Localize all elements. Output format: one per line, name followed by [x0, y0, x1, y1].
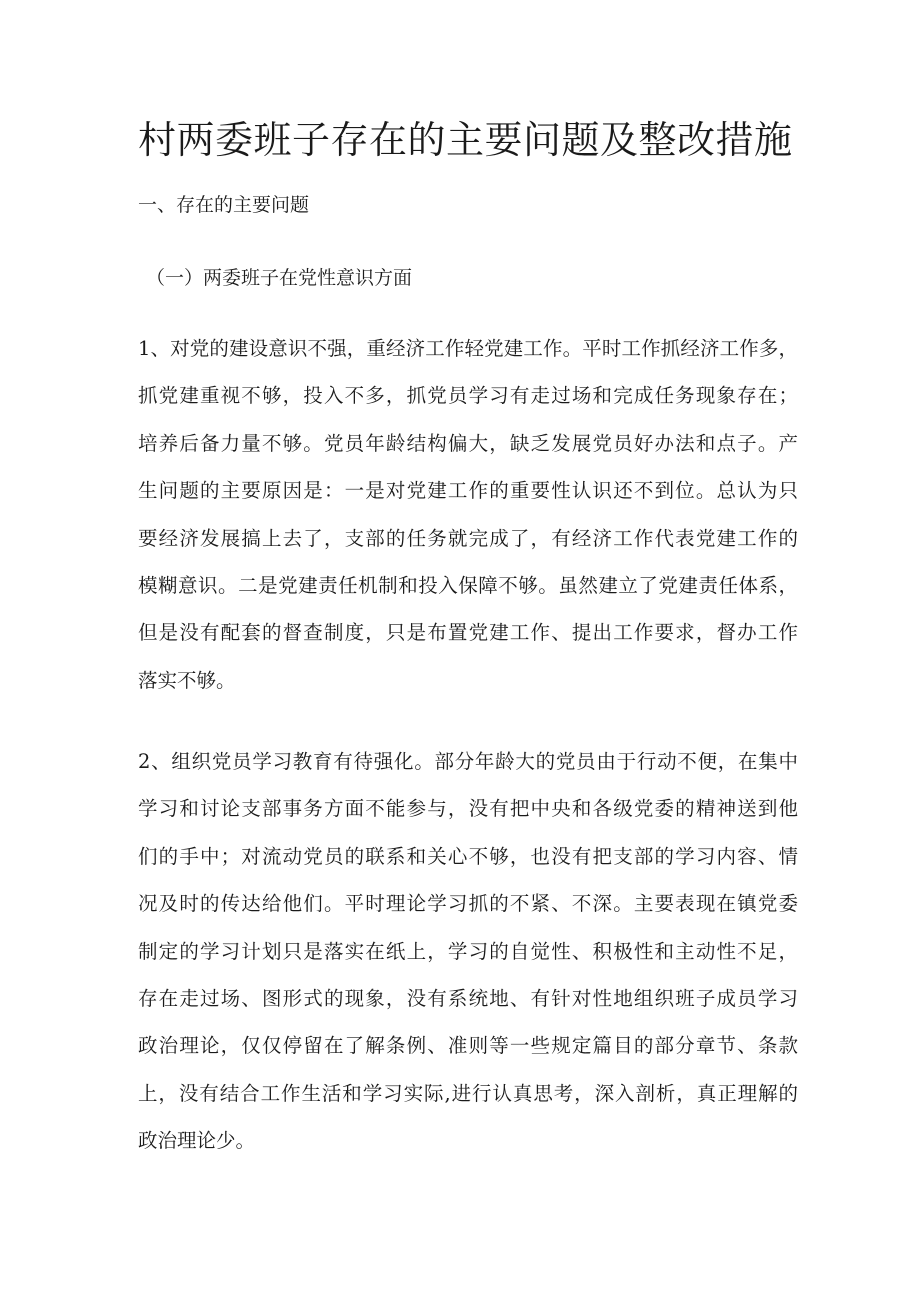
paragraph-line: 政治理论，仅仅停留在了解条例、准则等一些规定篇目的部分章节、条款 — [138, 1034, 798, 1058]
paragraph-line: 但是没有配套的督查制度，只是布置党建工作、提出工作要求，督办工作 — [138, 621, 798, 645]
paragraph-line: 模糊意识。二是党建责任机制和投入保障不够。虽然建立了党建责任体系， — [138, 573, 798, 597]
paragraph-line: 制定的学习计划只是落实在纸上，学习的自觉性、积极性和主动性不足， — [138, 939, 798, 963]
document-title: 村两委班子存在的主要问题及整改措施 — [138, 118, 793, 162]
paragraph-line: 学习和讨论支部事务方面不能参与，没有把中央和各级党委的精神送到他 — [138, 797, 798, 821]
paragraph-line: 况及时的传达给他们。平时理论学习抓的不紧、不深。主要表现在镇党委 — [138, 892, 798, 916]
paragraph-1 — [138, 325, 798, 704]
sub-heading: （一）两委班子在党性意识方面 — [146, 267, 413, 289]
paragraph-line: 落实不够。 — [138, 668, 236, 692]
paragraph-line: 们的手中；对流动党员的联系和关心不够，也没有把支部的学习内容、情 — [138, 844, 798, 868]
paragraph-line: 抓党建重视不够，投入不多，抓党员学习有走过场和完成任务现象存在； — [138, 384, 798, 408]
paragraph-line: 存在走过场、图形式的现象，没有系统地、有针对性地组织班子成员学习 — [138, 986, 798, 1010]
paragraph-2 — [138, 738, 798, 1165]
paragraph-line: 2、组织党员学习教育有待强化。部分年龄大的党员由于行动不便，在集中 — [138, 750, 798, 773]
paragraph-line: 生问题的主要原因是：一是对党建工作的重要性认识还不到位。总认为只 — [138, 479, 798, 503]
paragraph-line: 政治理论少。 — [138, 1129, 256, 1153]
paragraph-line: 1、对党的建设意识不强，重经济工作轻党建工作。平时工作抓经济工作多， — [138, 337, 798, 360]
section-heading: 一、存在的主要问题 — [138, 194, 310, 216]
paragraph-line: 要经济发展搞上去了，支部的任务就完成了，有经济工作代表党建工作的 — [138, 526, 798, 550]
paragraph-line: 培养后备力量不够。党员年龄结构偏大，缺乏发展党员好办法和点子。产 — [138, 431, 798, 455]
paragraph-line: 上，没有结合工作生活和学习实际,进行认真思考，深入剖析，真正理解的 — [138, 1081, 798, 1105]
